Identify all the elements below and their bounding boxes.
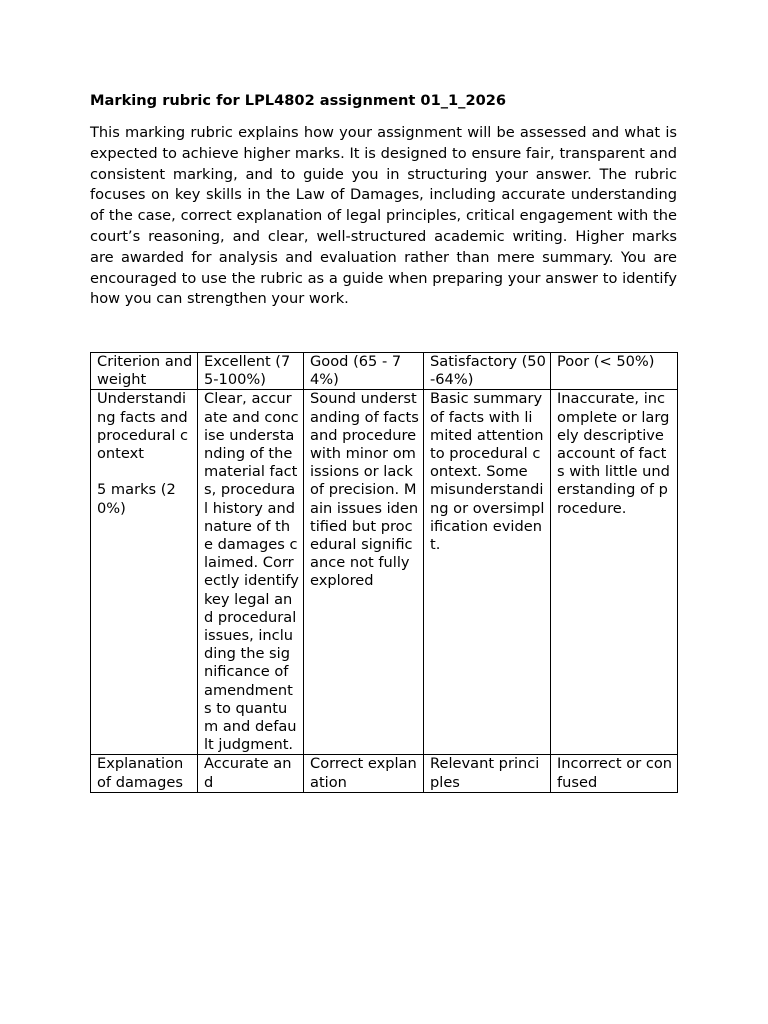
- excellent-cell: Accurate and: [198, 755, 304, 792]
- poor-cell: Incorrect or confused: [551, 755, 678, 792]
- rubric-header-row: [91, 353, 678, 390]
- header-poor: Poor (< 50%): [551, 353, 678, 390]
- excellent-cell: Clear, accurate and concise understanding of the material facts, procedural history and nature of the damages claimed. Correctly identify key legal and procedural issues, including the significance of amendments to quantum and default judgment.: [198, 390, 304, 755]
- criterion-name: Understanding facts and procedural context: [97, 390, 189, 463]
- criterion-weight: 5 marks (20%): [97, 481, 176, 517]
- intro-paragraph: This marking rubric explains how your assignment will be assessed and what is expected to achieve higher marks. It is designed to ensure fair, transparent and consistent marking, and to guide you in structuring your answer. The rubric focuses on key skills in the Law of Damages, including accurate understanding of the case, correct explanation of legal principles, critical engagement with the court’s reasoning, and clear, well-structured academic writing. Higher marks are awarded for analysis and evaluation rather than mere summary. You are encouraged to use the rubric as a guide when preparing your answer to identify how you can strengthen your work.: [90, 124, 677, 308]
- good-cell: Sound understanding of facts and procedure with minor omissions or lack of precision. Main issues identified but procedural significance not fully explored: [304, 390, 424, 755]
- satisfactory-cell: Basic summary of facts with limited attention to procedural context. Some misunderstanding or oversimplification evident.: [424, 390, 551, 755]
- good-cell: Correct explanation: [304, 755, 424, 792]
- criterion-name: Explanation of damages: [97, 755, 184, 791]
- header-criterion: Criterion and weight: [91, 353, 198, 390]
- satisfactory-cell: Relevant principles: [424, 755, 551, 792]
- rubric-table: [90, 352, 678, 793]
- header-excellent: Excellent (75-100%): [198, 353, 304, 390]
- rubric-row-facts: [91, 390, 678, 755]
- criterion-cell: [91, 755, 198, 792]
- document-title: Marking rubric for LPL4802 assignment 01_1_2026: [90, 92, 507, 109]
- poor-cell: Inaccurate, incomplete or largely descriptive account of facts with little understanding of procedure.: [551, 390, 678, 755]
- header-satisfactory: Satisfactory (50 -64%): [424, 353, 551, 390]
- rubric-row-explanation: [91, 755, 678, 792]
- criterion-cell: [91, 390, 198, 755]
- header-good: Good (65 - 74%): [304, 353, 424, 390]
